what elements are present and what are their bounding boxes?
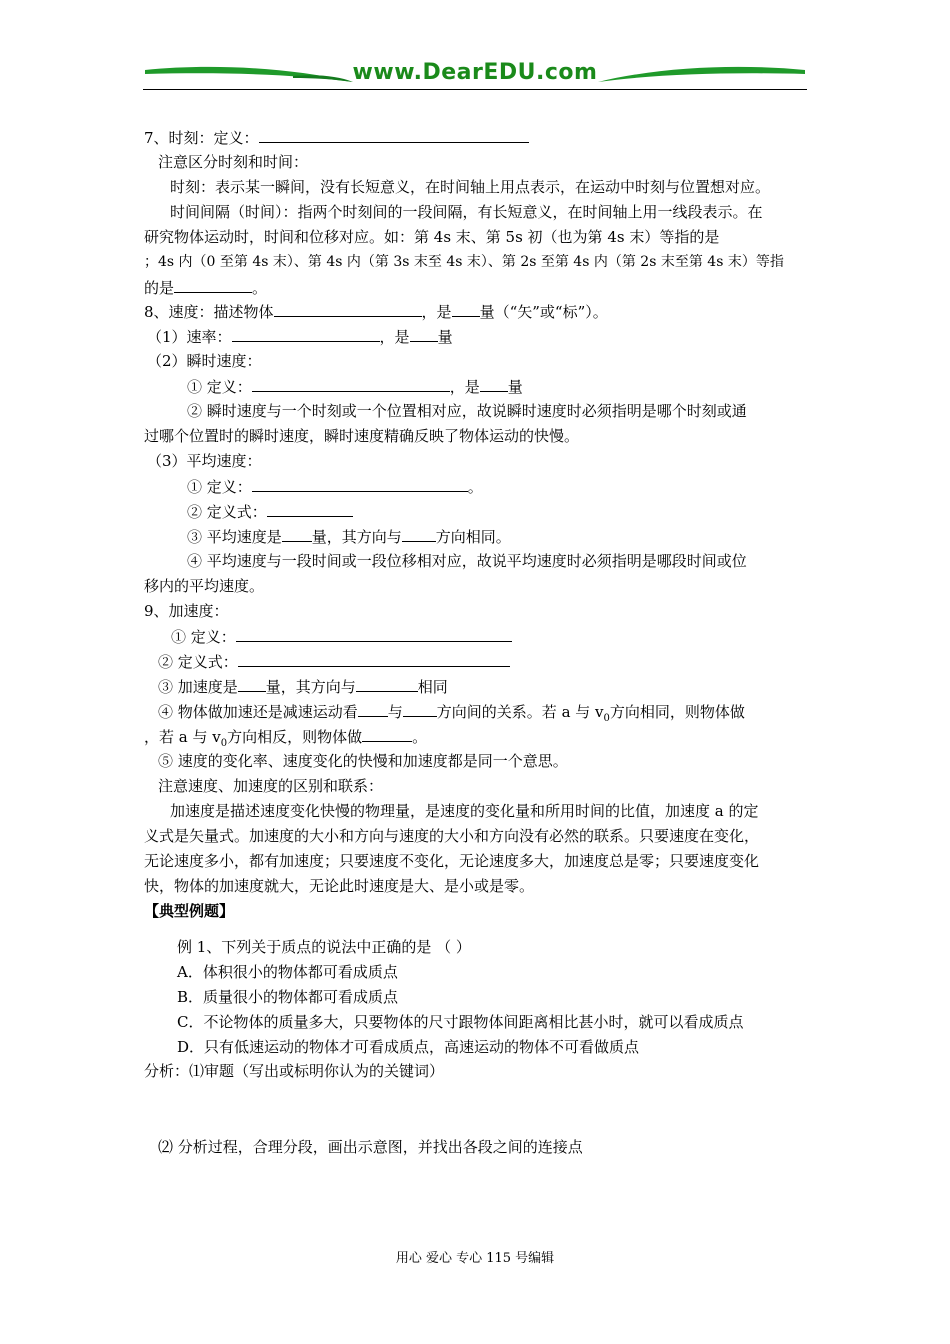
- option-c: C．不论物体的质量多大，只要物体的尺寸跟物体间距离相比甚小时，就可以看成质点: [177, 1013, 744, 1031]
- fill-blank: [238, 676, 266, 692]
- text-line: [147, 326, 453, 347]
- text-line: （2）瞬时速度：: [147, 352, 262, 370]
- subscript: 0: [603, 713, 610, 724]
- text: ① 定义：: [187, 378, 252, 396]
- text: 量，其方向与: [265, 678, 356, 696]
- text: 方向间的关系。若 a 与 v: [436, 703, 604, 721]
- text: ，若 a 与 v: [144, 728, 221, 746]
- text: 7、时刻：定义：: [144, 129, 259, 147]
- page-footer: 用心 爱心 专心 115 号编辑: [395, 1251, 555, 1266]
- text-line: 快，物体的加速度就大，无论此时速度是大、是小或是零。: [144, 877, 535, 895]
- fill-blank: [356, 676, 418, 692]
- subscript: 0: [220, 738, 228, 749]
- text: 。: [412, 728, 428, 746]
- text-line: 研究物体运动时，时间和位移对应。如：第 4s 末、第 5s 初（也为第 4s 末）等指的是: [144, 228, 720, 246]
- text-line: [144, 277, 267, 298]
- text: ④ 物体做加速还是减速运动看: [158, 703, 358, 721]
- fill-blank: [403, 701, 437, 717]
- fill-blank: [259, 127, 529, 143]
- text-line: 时刻：表示某一瞬间，没有长短意义，在时间轴上用点表示，在运动中时刻与位置想对应。: [170, 178, 771, 196]
- item-8-line: [144, 301, 608, 322]
- text: 方向相同。: [435, 528, 511, 546]
- text: 。: [467, 478, 483, 496]
- text: ① 定义：: [171, 628, 236, 646]
- header-divider: [143, 89, 807, 90]
- text-line: 义式是矢量式。加速度的大小和方向与速度的大小和方向没有必然的联系。只要速度在变化，: [144, 827, 760, 845]
- text: 方向相同，则物体做: [609, 703, 745, 721]
- option-d: D．只有低速运动的物体才可看成质点，高速运动的物体不可看做质点: [177, 1038, 640, 1056]
- text-line: 无论速度多小，都有加速度；只要速度不变化，无论速度多大，加速度总是零；只要速度变化: [144, 852, 760, 870]
- analysis-step-1: 分析：⑴审题（写出或标明你认为的关键词）: [144, 1062, 445, 1080]
- text-line: [171, 626, 512, 647]
- text: ，是: [449, 378, 480, 396]
- text-line: ② 瞬时速度与一个时刻或一个位置相对应，故说瞬时速度时必须指明是哪个时刻或通: [187, 402, 747, 420]
- fill-blank: [267, 501, 353, 517]
- fill-blank: [282, 526, 312, 542]
- text-line: 注意速度、加速度的区别和联系：: [158, 777, 384, 795]
- fill-blank: [174, 277, 252, 293]
- fill-blank: [410, 326, 438, 342]
- text: 8、速度：描述物体: [144, 303, 274, 321]
- text: 方向相反，则物体做: [227, 728, 363, 746]
- text-line: [144, 726, 427, 747]
- item-7-line: [144, 127, 529, 148]
- text-line: 注意区分时刻和时间：: [158, 153, 309, 171]
- text-line: [158, 701, 745, 722]
- text: ，是: [379, 328, 410, 346]
- text-line: ④ 平均速度与一段时间或一段位移相对应，故说平均速度时必须指明是哪段时间或位: [187, 552, 747, 570]
- text: 。: [252, 279, 268, 297]
- text: ，是: [421, 303, 452, 321]
- section-heading: 【典型例题】: [144, 902, 235, 920]
- text-line: [187, 476, 483, 497]
- text-line: 移内的平均速度。: [144, 577, 265, 595]
- example-question: 例 1、下列关于质点的说法中正确的是 （ ）: [177, 938, 471, 956]
- text-line: 过哪个位置时的瞬时速度，瞬时速度精确反映了物体运动的快慢。: [144, 427, 580, 445]
- text-line: ⑤ 速度的变化率、速度变化的快慢和加速度都是同一个意思。: [158, 752, 568, 770]
- fill-blank: [232, 326, 380, 342]
- site-logo-text: www.DearEDU.com: [352, 60, 598, 85]
- fill-blank: [252, 476, 468, 492]
- text-line: 加速度是描述速度变化快慢的物理量，是速度的变化量和所用时间的比值，加速度 a 的定: [170, 802, 759, 820]
- fill-blank: [236, 626, 512, 642]
- text: 量: [507, 378, 523, 396]
- text-line: [187, 526, 511, 547]
- text: （1）速率：: [147, 328, 232, 346]
- fill-blank: [402, 526, 436, 542]
- text: 量（“矢”或“标”）。: [479, 303, 608, 321]
- text-line: （3）平均速度：: [147, 452, 262, 470]
- text: ① 定义：: [187, 478, 252, 496]
- text: 量: [437, 328, 453, 346]
- fill-blank: [362, 726, 412, 742]
- text: ② 定义式：: [187, 503, 267, 521]
- option-b: B．质量很小的物体都可看成质点: [177, 988, 399, 1006]
- fill-blank: [274, 301, 422, 317]
- fill-blank: [452, 301, 480, 317]
- text-line: [158, 651, 510, 672]
- text: 相同: [417, 678, 448, 696]
- fill-blank: [252, 376, 450, 392]
- text: 量，其方向与: [311, 528, 402, 546]
- text: ③ 加速度是: [158, 678, 238, 696]
- text: ② 定义式：: [158, 653, 238, 671]
- text-line: ；4s 内（0 至第 4s 末）、第 4s 内（第 3s 末至 4s 末）、第 2s 至第 4s 内（第 2s 末至第 4s 末）等指: [144, 254, 784, 270]
- text-line: [187, 501, 353, 522]
- fill-blank: [480, 376, 508, 392]
- fill-blank: [238, 651, 510, 667]
- text-line: 时间间隔（时间）：指两个时刻间的一段间隔，有长短意义，在时间轴上用一线段表示。在: [170, 203, 763, 221]
- text: ③ 平均速度是: [187, 528, 282, 546]
- text: 与: [387, 703, 403, 721]
- text-line: [187, 376, 523, 397]
- analysis-step-2: ⑵ 分析过程，合理分段，画出示意图，并找出各段之间的连接点: [158, 1138, 583, 1156]
- text-line: [158, 676, 448, 697]
- option-a: A．体积很小的物体都可看成质点: [177, 963, 398, 981]
- fill-blank: [358, 701, 388, 717]
- item-9-line: 9、加速度：: [144, 602, 229, 620]
- text: 的是: [144, 279, 175, 297]
